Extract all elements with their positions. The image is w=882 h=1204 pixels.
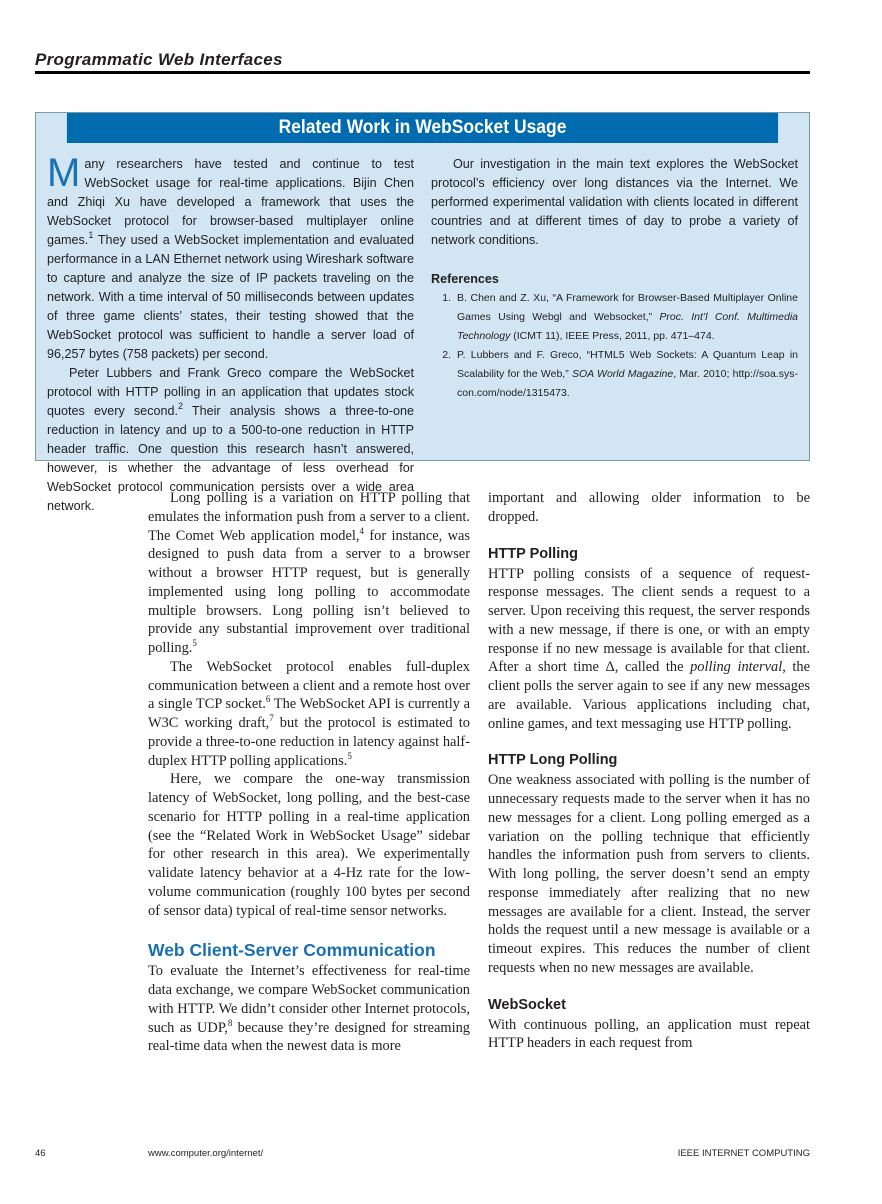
footer-url[interactable]: www.computer.org/internet/ xyxy=(148,1148,264,1159)
citation-superscript: 6 xyxy=(265,694,271,705)
citation-superscript: 5 xyxy=(347,750,352,761)
body-paragraph xyxy=(148,770,470,920)
text-run: , Mar. 2010; http://soa.sys-con.com/node/1315473. xyxy=(457,368,798,399)
page-number: 46 xyxy=(35,1148,46,1159)
section-heading: HTTP Polling xyxy=(488,545,578,562)
section-heading: WebSocket xyxy=(488,996,566,1013)
citation-superscript: 8 xyxy=(227,1017,233,1028)
text-run: for instance, was designed to push data from a server to a browser without a browser HTTP request, but is generally implemented using long polling to accommodate multiple browsers. Long polling isn’t believed to provide any substantial improvement over traditional polling. xyxy=(148,527,470,656)
text-run: One weakness associated with polling is the number of unnecessary requests made to the server when it has no new messages for a client. Long polling emerged as a variation on the polling technique that efficiently handles the information push from servers to clients. With long polling, the server doesn’t send an empty response immediately after realizing that no new messages are available for a client. Instead, the server holds the request until a new message is available or a timeout expires. This reduces the number of client requests when no new messages are available. xyxy=(488,772,810,976)
citation-superscript: 4 xyxy=(359,525,364,536)
reference-item xyxy=(431,346,798,403)
references-heading: References xyxy=(431,272,499,286)
body-paragraph xyxy=(488,489,810,527)
body-paragraph xyxy=(148,962,470,1056)
body-paragraph xyxy=(488,1016,810,1054)
italic-text: Proc. Int’l Conf. Multimedia Technology xyxy=(457,311,798,342)
text-run: because they’re designed for streaming real-time data when the newest data is more xyxy=(148,1019,470,1055)
main-column-right xyxy=(488,489,810,1056)
reference-text xyxy=(457,289,798,346)
text-run: , the client polls the server again to see if any new messages are available. Various applications including chat, online games, and text messaging use HTTP polling. xyxy=(488,659,810,732)
main-text xyxy=(148,489,810,1056)
text-run: Their analysis shows a three-to-one reduction in latency and up to a 500-to-one reduction in HTTP header traffic. One question this research hasn’t answered, however, is whether the advantage of less overhead for WebSocket protocol communication persists over a wide area network. xyxy=(47,404,414,513)
references-list xyxy=(431,289,798,403)
citation-superscript: 2 xyxy=(178,401,184,411)
text-run: Long polling is a variation on HTTP polling that emulates the information push from a server to a client. The Comet Web application model, xyxy=(148,490,470,544)
section-heading: HTTP Long Polling xyxy=(488,752,618,769)
italic-text: SOA World Magazine xyxy=(571,368,674,380)
sidebar-paragraph xyxy=(431,155,798,250)
reference-item xyxy=(431,289,798,346)
body-paragraph xyxy=(488,565,810,734)
italic-text: polling interval xyxy=(690,659,783,676)
text-run: important and allowing older information to be dropped. xyxy=(488,490,810,525)
sidebar-column-right xyxy=(431,155,798,516)
drop-cap: M xyxy=(47,151,81,195)
sidebar-paragraph xyxy=(47,151,414,364)
text-run: Our investigation in the main text explores the WebSocket protocol’s efficiency over long distances via the Internet. We performed experimental validation with clients located in different countries and at different times of day to probe a variety of network conditions. xyxy=(431,157,798,247)
text-run: They used a WebSocket implementation and evaluated performance in a LAN Ethernet network using Wireshark software to capture and analyze the size of IP packets traveling on the network. With a time interval of 50 milliseconds between updates of three game clients’ states, their testing showed that the WebSocket protocol was sufficient to handle a server load of 96,257 bytes (758 packets) per second. xyxy=(47,233,414,361)
reference-number: 1. xyxy=(442,292,451,304)
body-paragraph xyxy=(148,658,470,771)
running-head: Programmatic Web Interfaces xyxy=(35,50,810,74)
citation-superscript: 1 xyxy=(88,230,94,240)
sidebar-title: Related Work in WebSocket Usage xyxy=(67,113,778,143)
text-run: The WebSocket protocol enables full-duplex communication between a client and a remote host over a single TCP socket. xyxy=(148,658,470,713)
body-paragraph xyxy=(148,489,470,658)
journal-name: IEEE INTERNET COMPUTING xyxy=(677,1148,810,1159)
sidebar-column-left xyxy=(47,151,414,516)
text-run: but the protocol is estimated to provide a three-to-one reduction in latency against half-duplex HTTP polling applications. xyxy=(148,715,470,769)
text-run: any researchers have tested and continue to test WebSocket usage for real-time applications. Bijin Chen and Zhiqi Xu have developed a framework that uses the WebSocket protocol for browser-based multiplayer online games. xyxy=(47,157,414,247)
text-run: P. Lubbers and F. Greco, “HTML5 Web Sockets: A Quantum Leap in Scalability for the Web,” xyxy=(457,349,798,380)
text-run: HTTP polling consists of a sequence of request-response messages. The client sends a request to a server. Upon receiving this request, the server responds with a new message, if there is one, or with an empty response if no new message is available for that client. After a short time Δ, called the xyxy=(488,565,810,676)
main-column-left xyxy=(148,489,470,1056)
text-run: Here, we compare the one-way transmission latency of WebSocket, long polling, and the best-case scenario for HTTP polling in a real-time application (see the “Related Work in WebSocket Usage” sidebar for other research in this area). We experimentally validate latency behavior at a 4-Hz rate for the low-volume communication (roughly 100 bytes per second of sensor data) typical of real-time sensor networks. xyxy=(148,771,470,919)
text-run: Peter Lubbers and Frank Greco compare the WebSocket protocol with HTTP polling in an application that updates stock quotes every second. xyxy=(47,366,414,418)
text-run: With continuous polling, an application must repeat HTTP headers in each request from xyxy=(488,1016,810,1052)
citation-superscript: 7 xyxy=(269,713,274,723)
text-run: The WebSocket API is currently a W3C working draft, xyxy=(148,696,470,731)
text-run: To evaluate the Internet’s effectiveness for real-time data exchange, we compare WebSocket communication with HTTP. We didn’t consider other Internet protocols, such as UDP, xyxy=(148,963,470,1036)
citation-superscript: 5 xyxy=(192,638,197,648)
text-run: (ICMT 11), IEEE Press, 2011, pp. 471–474. xyxy=(510,330,715,342)
reference-text xyxy=(457,346,798,403)
reference-number: 2. xyxy=(442,349,451,361)
body-paragraph xyxy=(488,771,810,977)
text-run: B. Chen and Z. Xu, “A Framework for Browser-Based Multiplayer Online Games Using Webgl and Websocket,” xyxy=(457,292,798,323)
section-heading: Web Client-Server Communication xyxy=(148,940,436,961)
